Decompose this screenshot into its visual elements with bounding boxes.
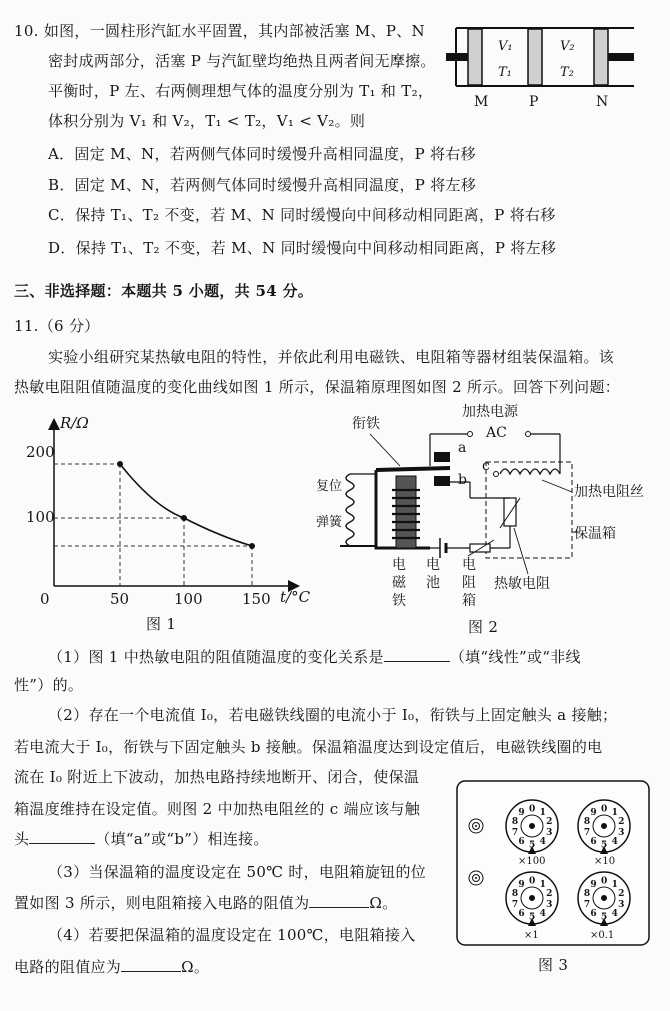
fig3-dial-3-digit-1: 1 <box>611 879 618 890</box>
fig1-xtick-100: 100 <box>174 590 203 608</box>
fig1-point-100 <box>181 515 187 521</box>
fig3-dial-3-digit-8: 8 <box>583 888 591 899</box>
fig3-dial-0-digit-2: 2 <box>546 816 553 827</box>
fig3-dial-0-digit-0: 0 <box>529 804 536 815</box>
fig2-contact-a: a <box>458 440 467 456</box>
fig1-ytick-100: 100 <box>26 508 55 526</box>
fig2-magnet-coil <box>392 490 420 538</box>
fig2-armature-label: 衔铁 <box>352 416 380 432</box>
part3-line1: （3）当保温箱的温度设定在 50℃ 时，电阻箱旋钮的位 <box>48 863 427 881</box>
fig3-dial-2-digit-6: 6 <box>518 909 525 920</box>
fig2-terminal-c: c <box>482 458 490 474</box>
fig2-heater-pointer <box>542 480 572 492</box>
q11-number: 11.（6 分） <box>14 317 100 335</box>
part3-answer-blank[interactable] <box>309 893 369 908</box>
fig3-dial-0-digit-8: 8 <box>511 816 519 827</box>
part4-line2 <box>14 957 209 977</box>
fig2-resistor-box-label: 电阻箱 <box>462 557 477 609</box>
part1-line2: 性”）的。 <box>14 676 84 694</box>
fig1-ytick-200: 200 <box>26 443 55 461</box>
part2-line5-head: 头 <box>14 830 30 848</box>
part4-line1: （4）若要把保温箱的温度设定在 100℃，电阻箱接入 <box>48 926 416 944</box>
fig1-y-label: R/Ω <box>60 414 89 432</box>
q10-stem-line4: 体积分别为 V₁ 和 V₂，T₁ < T₂，V₁ < V₂。则 <box>48 112 366 130</box>
fig3-dial-1-digit-4: 4 <box>611 837 618 848</box>
section3-heading: 三、非选择题：本题共 5 小题，共 54 分。 <box>14 282 314 300</box>
part1-line1 <box>48 647 581 667</box>
fig2-contact-b: b <box>458 472 467 488</box>
q11-intro-line2: 热敏电阻阻值随温度的变化曲线如图 1 所示，保温箱原理图如图 2 所示。回答下列问题： <box>14 378 621 396</box>
part2-line5 <box>14 829 269 849</box>
fig2-terminal-c-dot <box>494 472 499 477</box>
fig3-dial-1-digit-2: 2 <box>618 816 625 827</box>
fig3-dial-0-digit-5: 5 <box>529 840 536 851</box>
fig2-box-outline <box>486 462 572 558</box>
fig2-battery-label: 电池 <box>426 557 441 591</box>
piston-n <box>594 29 608 85</box>
part3-line2 <box>14 893 397 913</box>
q10-option-d: D．保持 T₁、T₂ 不变，若 M、N 同时缓慢向中间移动相同距离，P 将左移 <box>48 239 557 257</box>
label-n: N <box>596 94 609 110</box>
part4-answer-blank[interactable] <box>121 957 181 972</box>
part1-tail: （填“线性”或“非线 <box>449 648 581 666</box>
fig1-x-label: t/°C <box>280 588 311 606</box>
label-v2: V₂ <box>560 39 575 54</box>
fig3-dial-2-digit-1: 1 <box>539 879 546 890</box>
q10-option-b: B．固定 M、N，若两侧气体同时缓慢升高相同温度，P 将左移 <box>48 176 477 194</box>
piston-m-rod <box>446 53 468 61</box>
fig2-thermistor-symbol <box>504 498 516 526</box>
part2-line3: 流在 I₀ 附近上下波动，加热电路持续地断开、闭合，使保温 <box>14 768 420 786</box>
label-p: P <box>529 94 539 110</box>
fig2-thermistor-label: 热敏电阻 <box>494 576 550 592</box>
fig1-caption: 图 1 <box>146 615 177 633</box>
fig2-caption: 图 2 <box>468 618 499 636</box>
fig2-battery-symbol <box>440 538 446 558</box>
fig3-dial-1-digit-0: 0 <box>601 804 608 815</box>
fig3-dial-1-digit-9: 9 <box>590 807 597 818</box>
fig3-dial-0-digit-6: 6 <box>518 837 525 848</box>
figure-1-chart <box>24 412 324 642</box>
part4-line2-head: 电路的阻值应为 <box>14 958 122 976</box>
part2-line1: （2）存在一个电流值 I₀，若电磁铁线圈的电流小于 I₀，衔铁与上固定触头 a 接触； <box>48 706 618 724</box>
fig2-armature-pointer <box>370 434 400 466</box>
fig3-caption: 图 3 <box>538 956 569 974</box>
fig2-spring-label-1: 复位 <box>316 479 343 494</box>
fig3-dial-1-digit-6: 6 <box>590 837 597 848</box>
part1-answer-blank[interactable] <box>384 647 450 662</box>
fig2-ac-label: AC <box>486 425 507 441</box>
fig2-ac-terminal-left <box>468 432 473 437</box>
fig2-heater-label: 加热电阻丝 <box>574 484 644 500</box>
fig2-contact-b-block <box>434 476 450 486</box>
fig2-heater-coil <box>500 469 560 474</box>
label-t1: T₁ <box>498 65 512 80</box>
q10-stem-line1: 10. 如图，一圆柱形汽缸水平固置，其内部被活塞 M、P、N <box>14 22 425 40</box>
fig2-power-label: 加热电源 <box>462 404 518 420</box>
label-v1: V₁ <box>498 39 513 54</box>
fig3-dial-3-digit-4: 4 <box>611 909 618 920</box>
fig2-spring-label-2: 弹簧 <box>316 515 343 530</box>
fig1-xtick-150: 150 <box>242 590 271 608</box>
q11-intro-line1: 实验小组研究某热敏电阻的特性，并依此利用电磁铁、电阻箱等器材组装保温箱。该 <box>48 348 615 366</box>
fig1-point-50 <box>117 461 123 467</box>
part3-line2-tail: Ω。 <box>369 894 398 912</box>
fig1-point-150 <box>249 543 255 549</box>
fig3-dial-3-digit-5: 5 <box>601 912 608 923</box>
fig3-dial-0-digit-1: 1 <box>539 807 546 818</box>
fig2-contact-a-block <box>434 452 450 462</box>
piston-p <box>528 29 542 85</box>
fig3-dial-2-digit-8: 8 <box>511 888 519 899</box>
fig3-dial-3-digit-6: 6 <box>590 909 597 920</box>
fig2-ac-terminal-right <box>526 432 531 437</box>
fig3-multiplier-x10: ×10 <box>594 856 616 867</box>
fig2-electromagnet-label: 电磁铁 <box>392 557 407 609</box>
fig3-multiplier-x0.1: ×0.1 <box>590 930 615 941</box>
fig3-dial-3-digit-2: 2 <box>618 888 625 899</box>
fig3-dial-2-digit-4: 4 <box>539 909 546 920</box>
fig3-multiplier-x100: ×100 <box>518 856 546 867</box>
piston-n-rod <box>608 53 634 61</box>
part2-line2: 若电流大于 I₀，衔铁与下固定触头 b 接触。保温箱温度达到设定值后，电磁铁线圈的电 <box>14 738 603 756</box>
fig2-thermistor-pointer <box>514 528 528 574</box>
fig2-spring <box>346 474 354 546</box>
cylinder-figure <box>446 20 646 112</box>
label-t2: T₂ <box>560 65 574 80</box>
fig3-dial-1-digit-3: 3 <box>618 828 625 839</box>
part2-line5-tail: （填“a”或“b”）相连接。 <box>95 830 269 848</box>
fig3-dial-0-digit-3: 3 <box>546 828 553 839</box>
fig3-dial-3-digit-7: 7 <box>583 900 591 911</box>
figure-2-circuit <box>310 398 660 620</box>
part3-line2-head: 置如图 3 所示，则电阻箱接入电路的阻值为 <box>14 894 310 912</box>
fig2-armature <box>376 468 450 470</box>
part2-answer-blank[interactable] <box>29 829 95 844</box>
fig3-dial-3-digit-3: 3 <box>618 900 625 911</box>
q10-option-c: C．保持 T₁、T₂ 不变，若 M、N 同时缓慢向中间移动相同距离，P 将右移 <box>48 206 556 224</box>
fig3-dial-2-digit-2: 2 <box>546 888 553 899</box>
fig1-origin: 0 <box>40 590 50 608</box>
fig3-dial-0-digit-9: 9 <box>518 807 525 818</box>
fig2-resistor-box-symbol <box>470 544 490 552</box>
fig3-dial-1-digit-7: 7 <box>583 828 591 839</box>
fig1-curve <box>120 464 252 546</box>
q10-stem-line3: 平衡时，P 左、右两侧理想气体的温度分别为 T₁ 和 T₂， <box>48 82 434 100</box>
part1-text: （1）图 1 中热敏电阻的阻值随温度的变化关系是 <box>48 648 384 666</box>
piston-m <box>468 29 482 85</box>
fig3-dial-2-digit-0: 0 <box>529 876 536 887</box>
fig3-dial-2-digit-5: 5 <box>529 912 536 923</box>
fig3-dial-1-digit-1: 1 <box>611 807 618 818</box>
fig3-dial-0-digit-7: 7 <box>511 828 519 839</box>
fig3-dial-2-digit-7: 7 <box>511 900 519 911</box>
fig3-dial-1-digit-5: 5 <box>601 840 608 851</box>
fig3-dial-0-digit-4: 4 <box>539 837 546 848</box>
part2-line4: 箱温度维持在设定值。则图 2 中加热电阻丝的 c 端应该与触 <box>14 800 421 818</box>
fig3-dial-3-digit-0: 0 <box>601 876 608 887</box>
fig3-dial-2-digit-3: 3 <box>546 900 553 911</box>
fig3-multiplier-x1: ×1 <box>524 930 539 941</box>
fig2-box-label: 保温箱 <box>574 526 616 542</box>
fig3-dial-3-digit-9: 9 <box>590 879 597 890</box>
q10-stem-line2: 密封成两部分，活塞 P 与汽缸壁均绝热且两者间无摩擦。 <box>48 52 436 70</box>
part4-line2-tail: Ω。 <box>181 958 210 976</box>
q10-option-a: A．固定 M、N，若两侧气体同时缓慢升高相同温度，P 将右移 <box>48 145 476 163</box>
figure-3-resistance-box <box>456 780 652 948</box>
fig3-dial-1-digit-8: 8 <box>583 816 591 827</box>
fig3-dial-2-digit-9: 9 <box>518 879 525 890</box>
label-m: M <box>474 94 489 110</box>
fig1-xtick-50: 50 <box>110 590 130 608</box>
